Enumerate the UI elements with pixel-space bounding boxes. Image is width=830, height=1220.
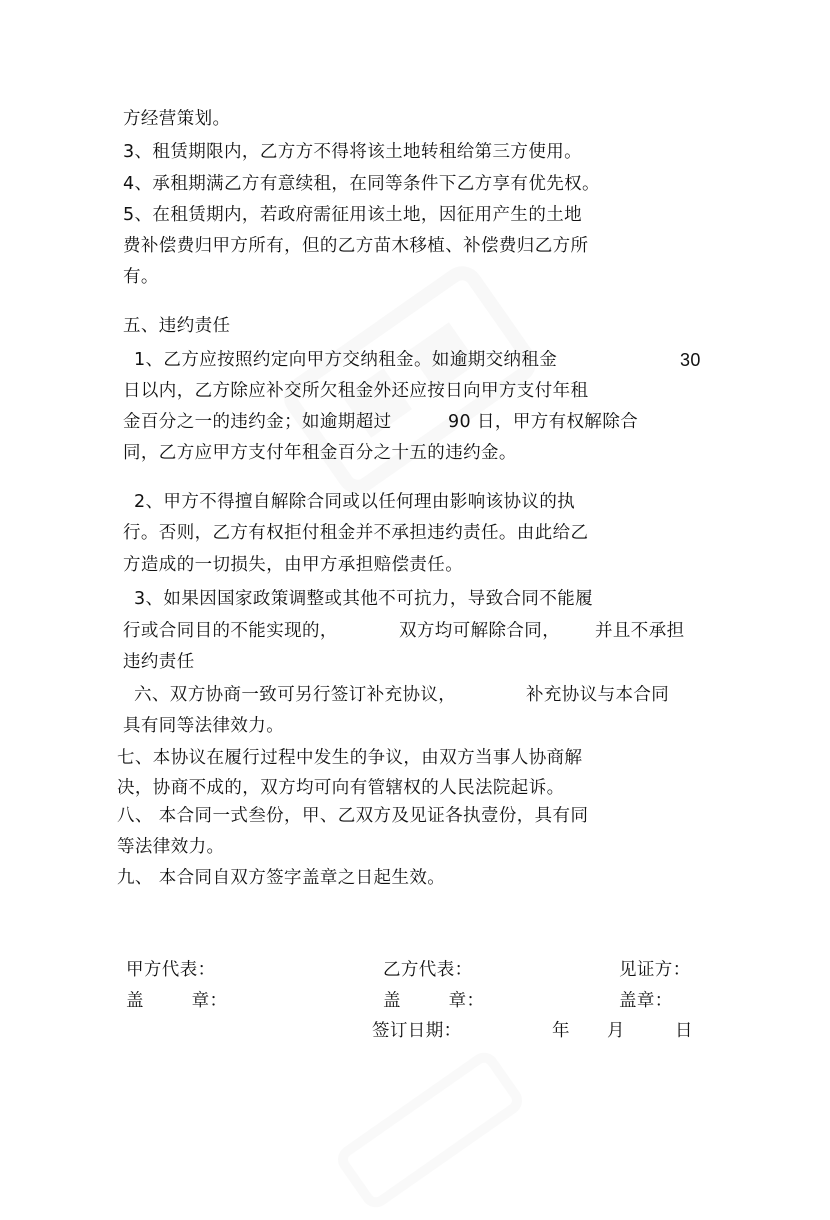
- text-line: 3、租赁期限内，乙方方不得将该土地转租给第三方使用。: [123, 142, 583, 162]
- watermark-logo-icon-2: [325, 1040, 535, 1220]
- clause-line: 双方均可解除合同，: [399, 621, 561, 641]
- seal-witness-label: 盖章：: [619, 991, 673, 1011]
- clause-line: 并且不承担: [595, 621, 685, 641]
- section-line: 九、 本合同自双方签字盖章之日起生效。: [117, 868, 446, 888]
- section-heading: 五、违约责任: [123, 316, 231, 336]
- section-line: 六、双方协商一致可另行签订补充协议，: [134, 685, 457, 705]
- section-line: 决，协商不成的，双方均可向有管辖权的人民法院起诉。: [117, 778, 565, 798]
- sign-date-label: 签订日期：: [372, 1021, 462, 1041]
- text-line: 费补偿费归甲方所有，但的乙方苗木移植、补偿费归乙方所: [123, 236, 589, 256]
- day-label: 日: [675, 1021, 693, 1041]
- text-line: 4、承租期满乙方有意续租，在同等条件下乙方享有优先权。: [123, 174, 600, 194]
- text-line: 有。: [123, 267, 159, 287]
- section-line: 具有同等法律效力。: [123, 716, 285, 736]
- witness-label: 见证方：: [619, 960, 691, 980]
- seal-b-label: 盖 章：: [383, 991, 485, 1011]
- clause-line: 3、如果因国家政策调整或其他不可抗力，导致合同不能履: [134, 589, 594, 609]
- clause-line: 行。否则，乙方有权拒付租金并不承担违约责任。由此给乙: [123, 523, 589, 543]
- clause-line: 90 日，甲方有权解除合: [448, 412, 639, 432]
- clause-line: 同，乙方应甲方支付年租金百分之十五的违约金。: [123, 443, 517, 463]
- text-line: 方经营策划。: [123, 109, 231, 129]
- clause-line: 违约责任: [123, 652, 195, 672]
- clause-line: 1、乙方应按照约定向甲方交纳租金。如逾期交纳租金: [134, 350, 558, 370]
- year-label: 年: [552, 1021, 570, 1041]
- clause-number-value: 30: [680, 350, 701, 370]
- section-line: 补充协议与本合同: [526, 685, 670, 705]
- clause-line: 方造成的一切损失，由甲方承担赔偿责任。: [123, 555, 464, 575]
- section-line: 等法律效力。: [117, 837, 225, 857]
- section-line: 七、本协议在履行过程中发生的争议，由双方当事人协商解: [117, 748, 583, 768]
- month-label: 月: [607, 1021, 625, 1041]
- seal-a-label: 盖 章：: [126, 991, 228, 1011]
- clause-line: 2、甲方不得擅自解除合同或以任何理由影响该协议的执: [134, 492, 576, 512]
- party-b-rep-label: 乙方代表：: [383, 960, 473, 980]
- section-line: 八、 本合同一式叁份，甲、乙双方及见证各执壹份，具有同: [117, 806, 589, 826]
- clause-line: 日以内，乙方除应补交所欠租金外还应按日向甲方支付年租: [123, 381, 589, 401]
- clause-line: 行或合同目的不能实现的，: [123, 621, 338, 641]
- text-line: 5、在租赁期内，若政府需征用该土地，因征用产生的土地: [123, 205, 583, 225]
- clause-line: 金百分之一的违约金；如逾期超过: [123, 412, 392, 432]
- party-a-rep-label: 甲方代表：: [126, 960, 216, 980]
